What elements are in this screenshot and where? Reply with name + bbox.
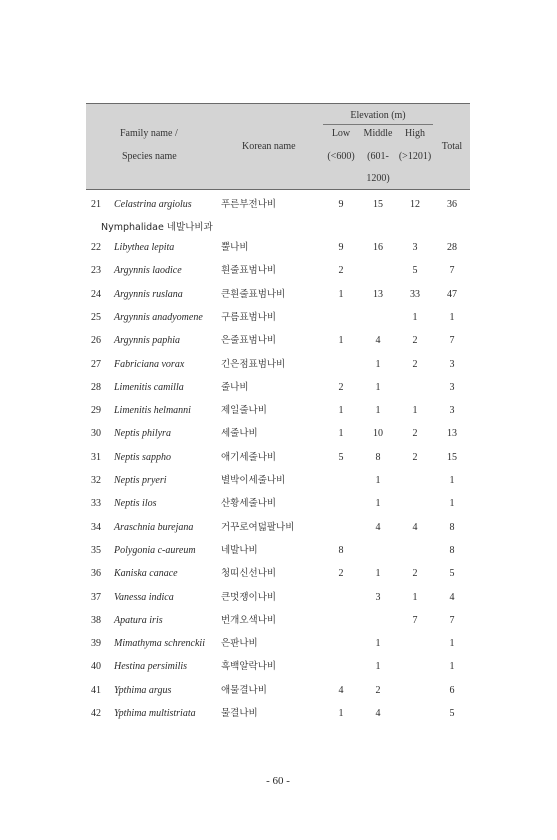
low-count: 8: [338, 544, 344, 556]
low-count: 1: [338, 288, 344, 300]
total-count: 4: [449, 591, 455, 603]
header-high: High: [405, 128, 425, 139]
species-name: Argynnis paphia: [114, 335, 181, 347]
row-number: 22: [91, 242, 101, 253]
header-elevation: Elevation (m): [350, 110, 406, 121]
species-name: Kaniska canace: [114, 568, 178, 580]
species-name: Celastrina argiolus: [114, 199, 192, 210]
middle-count: 13: [373, 288, 383, 300]
total-count: 13: [447, 428, 457, 440]
row-number: 39: [91, 638, 101, 650]
species-name: Neptis sappho: [114, 451, 171, 463]
row-number: 34: [91, 521, 101, 533]
high-count: 7: [412, 614, 418, 626]
species-name: Fabriciana vorax: [114, 358, 185, 370]
korean-name: 흑백알락나비: [221, 661, 277, 673]
total-count: 7: [449, 614, 455, 626]
korean-name: 큰멋쟁이나비: [221, 591, 277, 603]
korean-name: 거꾸로여덟팔나비: [221, 521, 295, 533]
row-number: 21: [91, 199, 101, 210]
low-count: 5: [338, 451, 344, 463]
table-row: [0, 708, 557, 726]
table-row: [0, 265, 557, 283]
table-row: [0, 428, 557, 446]
table-row: [0, 685, 557, 703]
total-count: 8: [449, 521, 455, 533]
row-number: 35: [91, 544, 101, 556]
row-number: 37: [91, 591, 101, 603]
middle-count: 4: [375, 335, 381, 347]
low-count: 9: [338, 199, 344, 210]
table-row: [0, 359, 557, 377]
korean-name: 은판나비: [221, 638, 258, 650]
total-count: 15: [447, 451, 457, 463]
header-total: Total: [441, 141, 463, 152]
high-count: 33: [410, 288, 420, 300]
row-number: 41: [91, 684, 101, 696]
korean-name: 뿔나비: [221, 242, 249, 253]
total-count: 3: [449, 405, 455, 417]
high-count: 2: [412, 451, 418, 463]
korean-name: 줄나비: [221, 381, 249, 393]
high-count: 1: [412, 591, 418, 603]
elevation-rule: [323, 124, 433, 125]
table-row: [0, 568, 557, 586]
header-korean-name: Korean name: [242, 141, 296, 152]
high-count: 1: [412, 311, 418, 323]
species-name: Limenitis helmanni: [114, 405, 191, 417]
middle-count: 16: [373, 242, 383, 253]
row-number: 23: [91, 265, 101, 277]
species-name: Ypthima argus: [114, 684, 172, 696]
middle-count: 15: [373, 199, 383, 210]
total-count: 5: [449, 708, 455, 719]
high-count: 12: [410, 199, 420, 210]
species-name: Neptis philyra: [114, 428, 171, 440]
total-count: 1: [449, 475, 455, 486]
total-count: 3: [449, 381, 455, 393]
header-middle-range-a: (601-: [367, 151, 389, 162]
row-number: 36: [91, 568, 101, 580]
species-name: Limenitis camilla: [114, 381, 184, 393]
high-count: 5: [412, 265, 418, 277]
table-row: [0, 405, 557, 423]
high-count: 2: [412, 568, 418, 580]
table-row: [0, 242, 557, 260]
total-count: 3: [449, 358, 455, 370]
korean-name: 푸른부전나비: [221, 199, 277, 210]
header-middle: Middle: [363, 128, 393, 139]
table-row: [0, 498, 557, 516]
species-name: Argynnis laodice: [114, 265, 182, 277]
low-count: 2: [338, 568, 344, 580]
table-row: [0, 661, 557, 679]
row-number: 40: [91, 661, 101, 673]
species-name: Argynnis ruslana: [114, 288, 183, 300]
species-name: Araschnia burejana: [114, 521, 194, 533]
species-name: Mimathyma schrenckii: [114, 638, 205, 650]
high-count: 4: [412, 521, 418, 533]
middle-count: 1: [375, 568, 381, 580]
low-count: 1: [338, 405, 344, 417]
table-row: [0, 335, 557, 353]
species-name: Vanessa indica: [114, 591, 174, 603]
low-count: 1: [338, 335, 344, 347]
total-count: 28: [447, 242, 457, 253]
total-count: 6: [449, 684, 455, 696]
row-number: 42: [91, 708, 101, 719]
header-family-name: Family name /: [120, 128, 178, 139]
middle-count: 4: [375, 708, 381, 719]
korean-name: 별박이세줄나비: [221, 475, 286, 486]
total-count: 7: [449, 335, 455, 347]
species-name: Apatura iris: [114, 614, 163, 626]
high-count: 3: [412, 242, 418, 253]
row-number: 27: [91, 358, 101, 370]
species-name: Polygonia c-aureum: [114, 544, 196, 556]
row-number: 33: [91, 498, 101, 510]
total-count: 8: [449, 544, 455, 556]
high-count: 2: [412, 335, 418, 347]
total-count: 5: [449, 568, 455, 580]
header-low-range: (<600): [327, 151, 355, 162]
total-count: 36: [447, 199, 457, 210]
table-row: [0, 452, 557, 470]
korean-name: 번개오색나비: [221, 614, 277, 626]
middle-count: 1: [375, 381, 381, 393]
row-number: 24: [91, 288, 101, 300]
korean-name: 애물결나비: [221, 684, 267, 696]
table-row: [0, 475, 557, 493]
row-number: 26: [91, 335, 101, 347]
korean-name: 은줄표범나비: [221, 335, 277, 347]
row-number: 28: [91, 381, 101, 393]
table-row: [0, 638, 557, 656]
table-row: [0, 199, 557, 217]
korean-name: 물결나비: [221, 708, 258, 719]
table-row: [0, 382, 557, 400]
row-number: 25: [91, 311, 101, 323]
middle-count: 1: [375, 498, 381, 510]
korean-name: 세줄나비: [221, 428, 258, 440]
total-count: 1: [449, 638, 455, 650]
species-name: Hestina persimilis: [114, 661, 188, 673]
header-species-name: Species name: [122, 151, 177, 162]
low-count: 2: [338, 381, 344, 393]
table-row: [0, 522, 557, 540]
low-count: 2: [338, 265, 344, 277]
header-low: Low: [331, 128, 351, 139]
table-row: [0, 545, 557, 563]
korean-name: 구름표범나비: [221, 311, 277, 323]
species-name: Neptis pryeri: [114, 475, 167, 486]
middle-count: 1: [375, 475, 381, 486]
korean-name: 산황세줄나비: [221, 498, 277, 510]
table-top-rule: [86, 103, 470, 104]
table-row: [0, 615, 557, 633]
korean-name: 큰흰줄표범나비: [221, 288, 286, 300]
korean-name: 청띠신선나비: [221, 568, 277, 580]
total-count: 1: [449, 311, 455, 323]
korean-name: 네발나비: [221, 544, 258, 556]
page-number: - 60 -: [266, 775, 290, 787]
low-count: 4: [338, 684, 344, 696]
low-count: 1: [338, 428, 344, 440]
middle-count: 8: [375, 451, 381, 463]
row-number: 38: [91, 614, 101, 626]
low-count: 9: [338, 242, 344, 253]
header-high-range: (>1201): [398, 151, 432, 162]
high-count: 2: [412, 358, 418, 370]
total-count: 7: [449, 265, 455, 277]
middle-count: 4: [375, 521, 381, 533]
species-name: Libythea lepita: [114, 242, 175, 253]
table-row: [0, 312, 557, 330]
family-heading: Nymphalidae 네발나비과: [101, 222, 213, 233]
middle-count: 1: [375, 638, 381, 650]
middle-count: 1: [375, 661, 381, 673]
species-name: Ypthima multistriata: [114, 708, 196, 719]
low-count: 1: [338, 708, 344, 719]
total-count: 47: [447, 288, 457, 300]
middle-count: 10: [373, 428, 383, 440]
high-count: 1: [412, 405, 418, 417]
table-row: [0, 289, 557, 307]
row-number: 29: [91, 405, 101, 417]
korean-name: 흰줄표범나비: [221, 265, 277, 277]
korean-name: 제일줄나비: [221, 405, 267, 417]
table-header-bottom-rule: [86, 189, 470, 190]
korean-name: 긴은점표범나비: [221, 358, 286, 370]
middle-count: 1: [375, 405, 381, 417]
total-count: 1: [449, 661, 455, 673]
korean-name: 애기세줄나비: [221, 451, 277, 463]
table-row: [0, 592, 557, 610]
middle-count: 2: [375, 684, 381, 696]
species-name: Neptis ilos: [114, 498, 157, 510]
total-count: 1: [449, 498, 455, 510]
row-number: 30: [91, 428, 101, 440]
high-count: 2: [412, 428, 418, 440]
row-number: 31: [91, 451, 101, 463]
species-name: Argynnis anadyomene: [114, 311, 203, 323]
middle-count: 3: [375, 591, 381, 603]
header-middle-range-b: 1200): [366, 173, 390, 184]
row-number: 32: [91, 475, 101, 486]
middle-count: 1: [375, 358, 381, 370]
